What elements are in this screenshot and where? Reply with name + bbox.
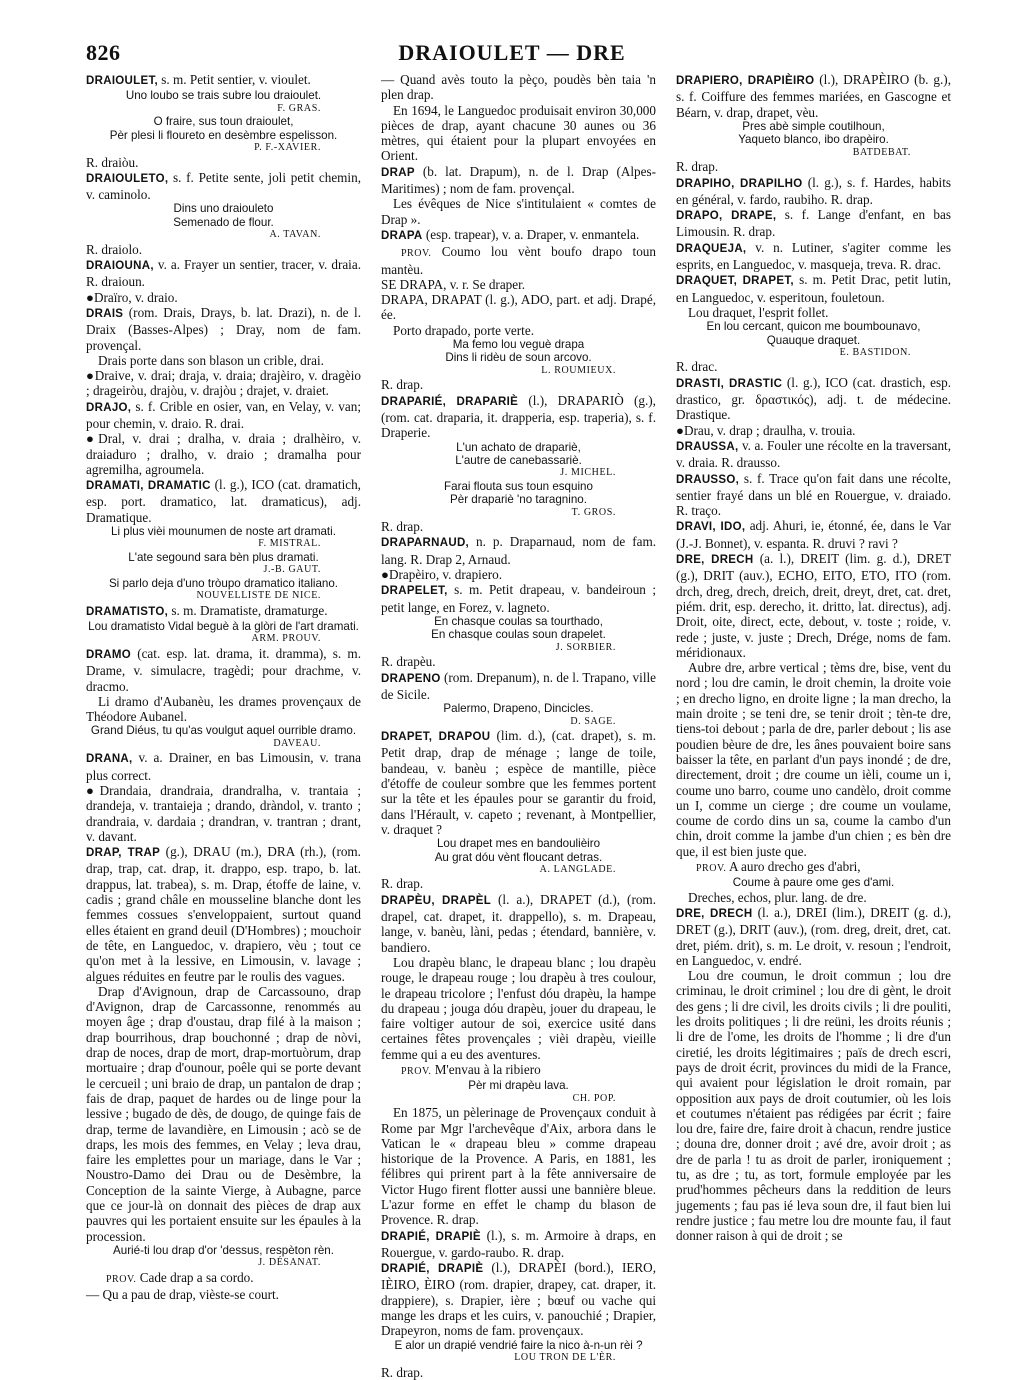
quotation-author: F. MISTRAL. xyxy=(258,538,321,550)
dictionary-entry xyxy=(86,603,361,620)
head-word: DRE, DRECH xyxy=(676,554,754,567)
dictionary-entry xyxy=(86,477,361,525)
quotation-line: Au grat dóu vènt floucant detras. xyxy=(434,850,603,864)
dictionary-entry: ●Drau, v. drap ; draulha, v. trouia. xyxy=(676,422,856,438)
definition-text: v. a. Frayer un sentier, tracer, v. draia. R. draioun. xyxy=(86,257,361,290)
quotation-line: Lou dramatisto Vidal beguè à la glòri de l'art dramati. xyxy=(88,620,359,634)
quotation-line: O fraire, sus toun draioulet, xyxy=(153,115,294,129)
head-word: DRAUSSO, xyxy=(676,473,740,486)
quotation-line: Ma femo lou veguè drapa xyxy=(452,338,585,352)
dictionary-entry xyxy=(86,170,361,203)
etymology-root: R. drap. xyxy=(381,876,424,892)
etymology-root: R. draiòu. xyxy=(86,154,139,170)
entry-paragraph: Lou dre coumun, le droit commun ; lou dre criminau, le droit criminel ; lou dre di gènt, le droit des gens ; li dre civil, les droits civils ; li dre pouliti, les droits politiques ; li dre reüni, les droits réunis ; li dre de l'ome, les droits de l'homme ; li dre d'un ciretié, les droits légitimaires ; païs de drech escri, pays de droit écrit, provinces du midi de la France, qui avaient pour législation le droit romain, par opposition aux pays de droit coutumier, où les lois et coutumes n'étaient pas rédigées par écrit ; faire lou dre, faire dre, faire droit à chacun, rendre justice ; douna dre, donner droit ; avé dre, avoir droit ; as dre de parla ! tu as droit de parler, ironiquement ; tu, as dre ; tu, as tort, formule employée par les prud'hommes pêcheurs dans la reddition de leurs jugements ; fau pas ié leva soun dre, il faut bien lui rendre justice ; fau metre lou dre mounte fau, il faut donner raison à qui de droit ; se xyxy=(676,968,951,1244)
definition-text: (l. a.), DREI (lim.), DREIT (g. d.), DRET (g.), DRIT (auv.), (rom. dreg, dreit, dret, cat. dret, piém. drit), s. m. Le droit, v. resoun ; l'endroit, en Languedoc, v. endré. xyxy=(676,904,951,968)
head-word: DRASTI, DRASTIC xyxy=(676,377,783,390)
head-word: DRAIS xyxy=(86,307,124,320)
entry-paragraph: Porto drapado, porte verte. xyxy=(393,322,534,338)
dictionary-entry xyxy=(86,257,361,290)
quotation-author: ARM. PROUV. xyxy=(251,633,321,645)
quotation-line: Lou drapet mes en bandoulièiro xyxy=(436,837,601,851)
quotation-author: LOU TRON DE L'ÈR. xyxy=(514,1352,616,1364)
quotation-line: Dins uno draiouleto xyxy=(173,202,274,216)
proverb-label: PROV. xyxy=(696,862,727,874)
quotation-author: A. TAVAN. xyxy=(269,229,321,241)
quotation-author: NOUVELLISTE DE NICE. xyxy=(196,590,321,602)
dictionary-entry xyxy=(86,844,361,984)
proverb xyxy=(86,1270,361,1287)
dictionary-entry xyxy=(676,905,951,968)
dictionary-entry: ●Drandaia, drandraia, drandralha, v. trantaia ; drandeja, v. trantaieja ; drando, dràndol, v. tranto ; drandraia, v. dardaia ; drandran, v. trantran ; drant, v. davant. xyxy=(86,782,361,844)
head-word: DRAMO xyxy=(86,648,131,661)
head-word: DRAPÈU, DRAPÈL xyxy=(381,894,492,907)
quotation-line: Pèr mi drapèu lava. xyxy=(468,1079,569,1093)
etymology-root: R. draiolo. xyxy=(86,241,143,257)
entry-paragraph: En 1694, le Languedoc produisait environ 30,000 pièces de drap, ayant chacune 30 aunes ou 36 mètres, qui étaient pour la plupart envoyées en Orient. xyxy=(381,102,656,164)
proverb-label: PROV. xyxy=(401,248,432,260)
definition-text: (l.), DRAPÈIRO (b. g.), s. f. Coiffure des femmes mariées, en Gascogne et Béarn, v. drap, drapet, vèu. xyxy=(676,72,951,120)
definition-text: (l.), DRAPARIÒ (g.), (rom. cat. draparia, it. drapperia, esp. traperia), s. f. Draperie. xyxy=(381,392,656,441)
definition-text: (lim. d.), (cat. drapet), s. m. Petit drap, drap de ménage ; lange de toile, bandeau, v. banèu ; espèce de mantille, pièce d'étoffe de couleur sombre que les femmes portent sur la tête et les épaules pour se garantir du froid, dans l'Hérault, v. capeto ; revenant, à Montpellier, v. draquet ? xyxy=(381,728,656,837)
quotation-line: Si parlo deja d'uno tròupo dramatico italiano. xyxy=(108,576,339,590)
dictionary-entry: ●Drapèiro, v. drapiero. xyxy=(381,567,502,583)
quotation-line: Quauque draquet. xyxy=(766,333,861,347)
head-word: DRAP, TRAP xyxy=(86,847,161,860)
definition-text: (cat. esp. lat. drama, it. dramma), s. m. Drame, v. simulacre, tragèdi; pour drachme, v. dracmo. xyxy=(86,645,361,694)
definition-text: (l. g.), ICO (cat. drastich, esp. drastico, gr. δραστικός), adj. t. de médecine. Drastique. xyxy=(676,374,951,423)
head-word: DRAPO, DRAPE, xyxy=(676,210,777,223)
etymology-root: R. drap. xyxy=(381,377,424,393)
head-word: DRAPELET, xyxy=(381,585,448,598)
head-word: DRAPENO xyxy=(381,672,441,685)
head-word: DRAPARNAUD, xyxy=(381,537,470,550)
proverb-label: PROV. xyxy=(401,1066,432,1078)
page-number: 826 xyxy=(86,40,121,65)
definition-text: s. m. Dramatiste, dramaturge. xyxy=(168,602,328,618)
quotation-author: CH. POP. xyxy=(572,1092,616,1104)
dictionary-entry xyxy=(381,582,656,615)
definition-text: v. a. Fouler une récolte en la traversant, v. draia. R. drausso. xyxy=(676,437,951,471)
definition-text: (rom. Drepanum), n. de l. Trapano, ville de Sicile. xyxy=(381,669,656,702)
quotation-author: J.-B. GAUT. xyxy=(263,564,321,576)
column-middle xyxy=(381,72,657,1380)
proverb-text: M'envau à la ribiero xyxy=(431,1062,541,1078)
definition-text: n. p. Draparnaud, nom de fam. lang. R. Drap 2, Arnaud. xyxy=(381,534,656,567)
etymology-root: R. drac. xyxy=(676,359,718,375)
dictionary-entry xyxy=(381,1228,656,1261)
entry-paragraph: Drap d'Avignoun, drap de Carcassouno, drap d'Avignon, drap de Carcassonne, renommés au moyen âge ; drap d'oustau, drap filé à la maison ; drap bourrihous, drap bouchonné ; drap de nòvi, drap de noces, drap de mort, drap-mortuòrum, drap mortuaire ; drap d'ounour, poêle qui se porte devant le cercueil ; uni braio de drap, un pantalon de drap ; fais de drap, paquet de hardes ou de linge pour la lessive ; bugado de dès, de dougo, de quinge fais de drap, terme de lavandière, en Limousin ; acò se de draps, les mois des femmes, en Velay ; leva drau, faire les emplettes pour un mariage, dans le Var ; Noustro-Damo dei Drau ou de Desèmbre, la Conception de la sainte Vierge, à Aubagne, parce que ce jour-là on donnait des pièces de drap aux pauvres qui les portaient ensuite sur les épaules à la procession. xyxy=(86,983,361,1244)
definition-text: s. m. Petit drapeau, v. bandeiroun ; petit lange, en Forez, v. lagneto. xyxy=(381,582,656,615)
head-word: DRAIOULET, xyxy=(86,75,158,87)
entry-paragraph: En 1875, un pèlerinage de Provençaux conduit à Rome par Mgr l'archevêque d'Aix, arbora dans le Vatican le « drapeau bleu » comme drapeau historique de la Provence. A Paris, en 1881, les félibres qui prirent part à la fête anniversaire de Victor Hugo firent flotter aussi une bannière bleue. L'azur forme en effet le champ du blason de Provence. R. drap. xyxy=(381,1105,656,1228)
dictionary-entry xyxy=(86,750,361,783)
quotation-author: F. GRAS. xyxy=(277,102,321,114)
dictionary-entry: SE DRAPA, v. r. Se draper. xyxy=(381,276,526,292)
entry-paragraph: Dreches, echos, plur. lang. de dre. xyxy=(688,889,867,905)
definition-text: v. a. Drainer, en bas Limousin, v. trana plus correct. xyxy=(86,750,361,783)
quotation-author: P. F.-XAVIER. xyxy=(254,142,321,154)
definition-text: (a. l.), DREIT (lim. g. d.), DRET (g.), DRIT (auv.), ECHO, EITO, ETO, ITO (rom. drch, dreg, drech, dreich, dreit, dreyt, dret, cat. dret, piém. drit, esp. derecho, it. dritto, lat. directus), adj. Droit, oite, direct, ecte, debout, v. toste ; roide, v. rede ; juste, v. juste ; Drech, Drége, noms de fam. méridionaux. xyxy=(676,551,952,660)
head-word: DRAUSSA, xyxy=(676,440,739,453)
quotation-author: A. LANGLADE. xyxy=(539,863,616,875)
dictionary-entry xyxy=(381,227,656,244)
quotation-author: J. MICHEL. xyxy=(560,467,616,479)
quotation-line: Pèr drapariè 'no taragnino. xyxy=(450,493,587,507)
head-word: DRAPET, DRAPOU xyxy=(381,731,491,744)
dictionary-entry xyxy=(381,728,656,837)
column-left xyxy=(86,72,361,1303)
dictionary-entry xyxy=(381,393,656,441)
head-word: DRAVI, IDO, xyxy=(676,521,746,534)
etymology-root: R. drap. xyxy=(381,1364,424,1380)
entry-paragraph: Li dramo d'Aubanèu, les drames provençaux de Théodore Aubanel. xyxy=(86,693,361,725)
head-word: DRAQUET, DRAPET, xyxy=(676,275,794,288)
quotation-author: BATDEBAT. xyxy=(852,146,911,158)
head-word: DRAPIÉ, DRAPIÈ xyxy=(381,1263,484,1276)
dictionary-entry xyxy=(86,72,361,89)
dictionary-entry xyxy=(381,670,656,703)
definition-text: (l.), s. m. Armoire à draps, en Rouergue, v. gardo-raubo. R. drap. xyxy=(381,1227,656,1260)
dictionary-entry: ●Draïro, v. draio. xyxy=(86,289,178,305)
definition-text: (l. a.), DRAPET (d.), (rom. drapel, cat. drapet, it. drappello), s. m. Drapeau, lange, v. banèu, làni, pedas ; étendard, bannière, v. bandiero. xyxy=(381,891,656,955)
etymology-root: R. drapèu. xyxy=(381,654,436,670)
quotation-line: Grand Diéus, tu qu'as voulgut aquel ourrible dramo. xyxy=(90,724,357,738)
quotation-line: Pres abè simple coutilhoun, xyxy=(742,119,885,133)
proverb-continuation: — Qu a pau de drap, vièste-se court. xyxy=(86,1287,279,1303)
etymology-root: R. drap. xyxy=(381,519,424,535)
quotation-line: Li plus vièi mounumen de noste art dramati. xyxy=(111,525,336,539)
head-word: DRAPIERO, DRAPIÈIRO xyxy=(676,75,815,87)
dictionary-entry: DRAPA, DRAPAT (l. g.), ADO, part. et adj. Drapé, ée. xyxy=(381,292,656,323)
quotation-line: E alor un drapié vendrié faire la nico à-n-un rèi ? xyxy=(394,1338,643,1352)
definition-text: s. m. Petit sentier, v. vioulet. xyxy=(158,72,311,87)
quotation-line: En chasque coulas sa tourthado, xyxy=(434,614,603,628)
entry-paragraph: Lou drapèu blanc, le drapeau blanc ; lou drapèu rouge, le drapeau rouge ; lou drapèu à tres coulour, le drapeau tricolore ; l'enfust dóu drapèu, la hampe du drapeau ; jouga dóu drapèu, jouer du drapeau, le faire voltiger autour de soi, exercice usité dans certaines fêtes provençales ; vièi drapèu, vieille femme qui a eu des aventures. xyxy=(381,954,656,1062)
head-word: DRAPA xyxy=(381,229,423,242)
entry-paragraph: Aubre dre, arbre vertical ; tèms dre, bise, vent du nord ; lou dre camin, le droit chemin, la droite voie ; en drecho ligno, en droite ligne ; la man drecho, la main droite ; se teni dre, se tenir droit ; tèn-te dre, tiens-toi debout ; parla de dre, parler debout ; lis ase poudien bèure de dre, les ânes pouvaient boire sans baisser la tête, en parlant d'un pays inondé ; de dre, directement, droit ; dre coume un ièli, coume un i, coume uno barro, coume uno candèlo, droit comme un I, comme un cierge ; dre coume un voulame, coume de cordo dins un sa, coume la cambo d'un chin, droit comme la jambe d'un chien ; es bèn dre que, il est bien juste que. xyxy=(676,660,951,859)
dictionary-entry xyxy=(676,240,951,273)
dictionary-entry xyxy=(86,305,361,353)
head-word: DRAPIHO, DRAPILHO xyxy=(676,177,803,190)
quotation-line: Pèr plesi li floureto en desèmbre espelisson. xyxy=(109,128,338,142)
quotation-line: Uno loubo se trais subre lou draioulet. xyxy=(125,89,322,103)
head-word: DRAIOUNA, xyxy=(86,260,154,273)
quotation-line: En lou cercant, quicon me boumbounavo, xyxy=(706,320,921,334)
definition-text: (esp. trapear), v. a. Draper, v. enmantela. xyxy=(422,226,640,242)
quotation-line: Dins li ridèu de soun arcovo. xyxy=(445,351,592,365)
entry-paragraph: Les évêques de Nice s'intitulaient « comtes de Drap ». xyxy=(381,196,656,227)
quotation-line: Coume à paure ome ges d'ami. xyxy=(732,876,895,890)
proverb-text: A auro drecho ges d'abri, xyxy=(726,858,861,874)
dictionary-entry xyxy=(676,72,951,120)
dictionary-entry xyxy=(381,892,656,955)
head-word: DRAPARIÉ, DRAPARIÈ xyxy=(381,395,519,408)
head-word: DRAMATISTO, xyxy=(86,605,169,618)
dictionary-entry xyxy=(86,646,361,694)
definition-text: s. f. Lange d'enfant, en bas Limousin. R. drap. xyxy=(676,207,952,240)
dictionary-entry xyxy=(381,164,656,197)
column-right xyxy=(676,72,951,1294)
head-word: DRANA, xyxy=(86,753,133,766)
dictionary-entry xyxy=(381,534,656,567)
proverb xyxy=(381,244,656,277)
definition-text: s. m. Petit Drac, petit lutin, en Languedoc, v. esperitoun, fouletoun. xyxy=(676,272,951,305)
entry-paragraph: Lou draquet, l'esprit follet. xyxy=(688,304,829,320)
definition-text: (b. lat. Drapum), n. de l. Drap (Alpes-Maritimes) ; nom de fam. provençal. xyxy=(381,163,656,197)
dictionary-entry xyxy=(676,272,951,305)
definition-text: (rom. Drais, Drays, b. lat. Drazi), n. de l. Draix (Basses-Alpes) ; Dray, nom de fam. provençal. xyxy=(86,304,361,353)
definition-text: v. n. Lutiner, s'agiter comme les esprits, en Languedoc, v. masqueja, treva. R. drac. xyxy=(676,239,951,272)
head-word: DRAMATI, DRAMATIC xyxy=(86,480,211,493)
quotation-author: DAVEAU. xyxy=(273,737,321,749)
head-word: DRAIOULETO, xyxy=(86,172,169,185)
entry-paragraph: Drais porte dans son blason un crible, drai. xyxy=(98,352,324,368)
definition-text: (l. g.), ICO (cat. dramatich, esp. port. dramatico, lat. dramaticus), adj. Dramatique. xyxy=(86,477,361,525)
definition-text: s. f. Trace qu'on fait dans une récolte, sentier frayé dans un blé en Rouergue, v. draiado. R. traço. xyxy=(676,470,951,519)
dictionary-entry xyxy=(381,1260,656,1338)
head-word: DRAPIÉ, DRAPIÈ xyxy=(381,1230,481,1243)
dictionary-entry xyxy=(86,399,361,432)
quotation-author: E. BASTIDON. xyxy=(839,346,911,358)
proverb xyxy=(381,1062,656,1079)
quotation-author: T. GROS. xyxy=(571,506,616,518)
quotation-author: J. SORBIER. xyxy=(555,641,616,653)
definition-text: s. f. Petite sente, joli petit chemin, v. caminolo. xyxy=(86,169,361,203)
running-head: DRAIOULET — DRE xyxy=(398,40,626,65)
proverb-text: Cade drap a sa cordo. xyxy=(136,1269,254,1285)
head-word: DRAQUEJA, xyxy=(676,242,747,255)
quotation-author: D. SAGE. xyxy=(570,715,616,727)
proverb-text: Coumo lou vènt boufo drapo toun mantèu. xyxy=(381,244,656,277)
dictionary-entry xyxy=(676,438,951,471)
dictionary-entry xyxy=(676,375,951,423)
quotation-line: L'un achato de drapariè, xyxy=(456,440,581,454)
dictionary-entry: ●Dral, v. drai ; dralha, v. draia ; dralhèiro, v. draiaduro ; dralho, v. draio ; dramalha pour agremilha, agroumela. xyxy=(86,431,361,477)
quotation-line: L'autre de canebassariè. xyxy=(455,453,582,467)
dictionary-entry xyxy=(676,518,951,551)
quotation-line: Yaqueto blanco, ibo drapèiro. xyxy=(738,133,889,147)
quotation-author: L. ROUMIEUX. xyxy=(541,364,616,376)
etymology-root: R. drap. xyxy=(676,159,719,175)
quotation-line: L'ate segound sara bèn plus dramati. xyxy=(128,550,319,564)
dictionary-entry xyxy=(676,471,951,519)
definition-text: (l.), DRAPÈI (bord.), IERO, IÈIRO, ÈIRO (rom. drapier, drapey, cat. draper, it. drappiere), s. Drapier, ière ; bœuf ou vache qui mange les draps et les cuirs, v. panouchié ; Drapier, Drapeyron, noms de fam. provençaux. xyxy=(381,1260,657,1339)
definition-text: s. f. Crible en osier, van, en Velay, v. van; pour chemin, v. draio. R. drai. xyxy=(86,398,361,431)
quotation-line: Palermo, Drapeno, Dincicles. xyxy=(443,702,594,716)
text-columns xyxy=(86,72,952,1380)
quotation-line: En chasque coulas soun drapelet. xyxy=(431,628,606,642)
proverb-continuation: — Quand avès touto la pèço, poudès bèn taia 'n plen drap. xyxy=(381,72,656,103)
quotation-line: Aurié-ti lou drap d'or 'dessus, respèton rèn. xyxy=(113,1243,334,1257)
head-word: DRAP xyxy=(381,166,415,179)
definition-text: adj. Ahuri, ie, étonné, ée, dans le Var (J.-J. Bonnet), v. espanta. R. druvi ? ravi ? xyxy=(676,518,951,551)
proverb-label: PROV. xyxy=(106,1273,137,1285)
quotation-line: Farai flouta sus toun esquino xyxy=(444,479,593,493)
dictionary-entry xyxy=(676,551,951,660)
definition-text: (g.), DRAU (m.), DRA (rh.), (rom. drap, trap, cat. drap, it. drappo, esp. trapo, b. lat. drappus, lat. trabea), s. m. Drap, étoffe de laine, v. cadis ; grand châle en mousseline blanche dont les femmes cossues s'enveloppaient, surtout quand elles étaient en grand deuil (D'Hombres) ; mouchoir de tête, en Languedoc, v. drapiero, vèu ; tout ce qu'on met à la lessive, en Limousin, v. lavage ; algues réduites en feutre par le roulis des vagues. xyxy=(86,844,361,984)
dictionary-entry xyxy=(676,175,951,208)
dictionary-entry: ●Draive, v. drai; draja, v. draia; drajèiro, v. dragèio ; drageiròu, drajòu, v. drajòu ; drajet, v. draiet. xyxy=(86,368,361,399)
dictionary-entry xyxy=(676,207,951,240)
definition-text: (l. g.), s. f. Hardes, habits en général, v. fardo, raubiho. R. drap. xyxy=(676,174,951,207)
head-word: DRE, DRECH xyxy=(676,907,753,920)
quotation-author: J. DÉSANAT. xyxy=(258,1257,321,1269)
proverb xyxy=(676,859,951,876)
quotation-line: Semenado de flour. xyxy=(173,215,274,229)
head-word: DRAJO, xyxy=(86,401,132,414)
